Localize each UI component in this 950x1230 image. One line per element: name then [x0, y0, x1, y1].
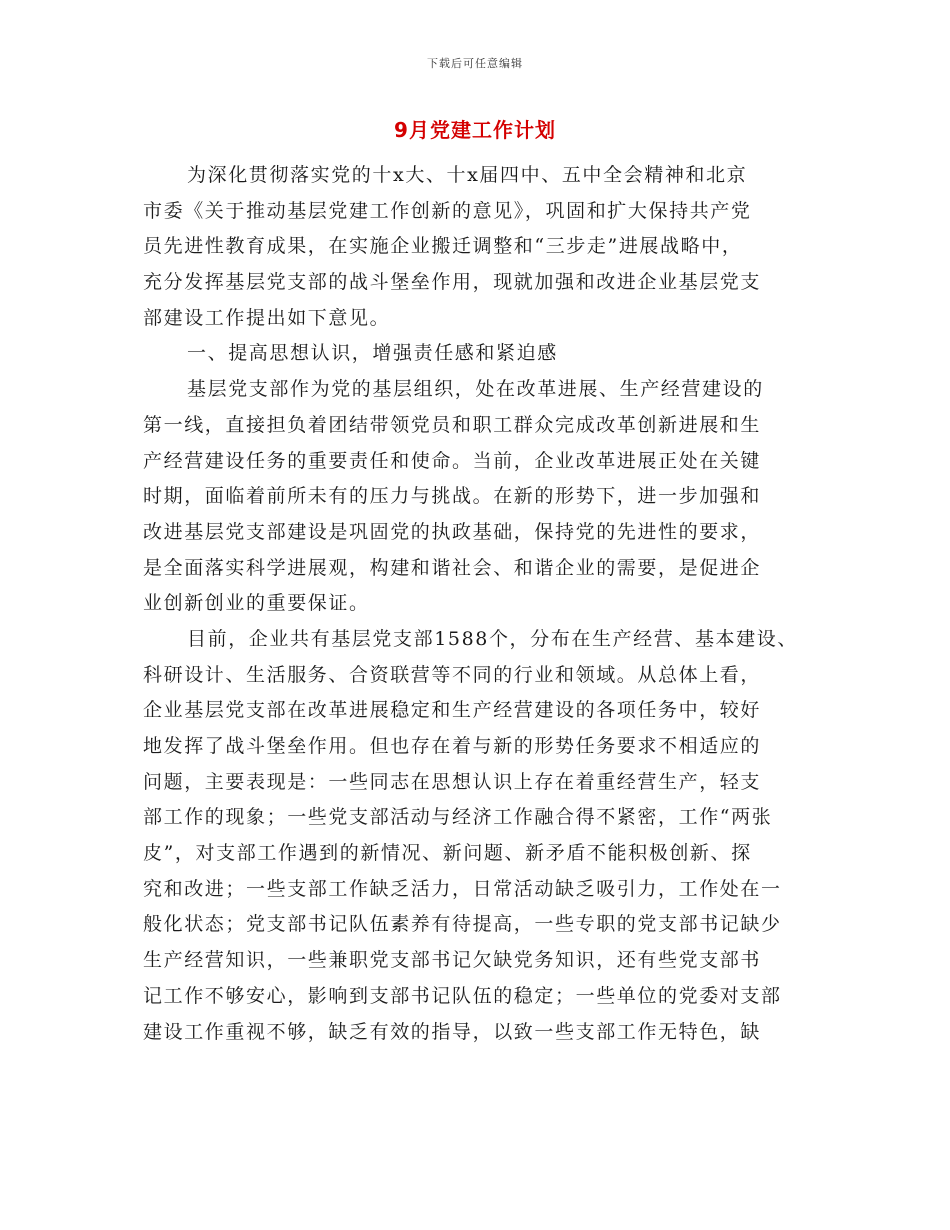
paragraph-line: 业创新创业的重要保证。 — [143, 592, 370, 615]
paragraph-line: 部建设工作提出如下意见。 — [143, 306, 391, 329]
document-title: 9月党建工作计划 — [394, 118, 556, 142]
header-note: 下载后可任意编辑 — [427, 57, 523, 70]
paragraph-line: 员先进性教育成果，在实施企业搬迁调整和“三步走”进展战略中， — [143, 235, 743, 258]
paragraph-first-line: 一、提高思想认识，增强责任感和紧迫感 — [187, 342, 558, 365]
paragraph-line: 企业基层党支部在改革进展稳定和生产经营建设的各项任务中，较好 — [143, 699, 762, 722]
paragraph-line: 改进基层党支部建设是巩固党的执政基础，保持党的先进性的要求， — [143, 520, 762, 543]
paragraph-first-line: 为深化贯彻落实党的十x大、十x届四中、五中全会精神和北京 — [187, 164, 748, 186]
paragraph-line: 般化状态；党支部书记队伍素养有待提高，一些专职的党支部书记缺少 — [143, 913, 782, 936]
paragraph-line: 生产经营知识，一些兼职党支部书记欠缺党务知识，还有些党支部书 — [143, 949, 762, 972]
paragraph-line: 科研设计、生活服务、合资联营等不同的行业和领域。从总体上看， — [143, 663, 762, 686]
paragraph-first-line: 目前，企业共有基层党支部1588个，分布在生产经营、基本建设、 — [187, 627, 798, 650]
paragraph-first-line: 基层党支部作为党的基层组织，处在改革进展、生产经营建设的 — [187, 378, 764, 401]
paragraph-line: 充分发挥基层党支部的战斗堡垒作用，现就加强和改进企业基层党支 — [143, 271, 762, 294]
paragraph-line: 记工作不够安心，影响到支部书记队伍的稳定；一些单位的党委对支部 — [143, 984, 782, 1007]
paragraph-line: 时期，面临着前所未有的压力与挑战。在新的形势下，进一步加强和 — [143, 485, 762, 508]
paragraph-line: 是全面落实科学进展观，构建和谐社会、和谐企业的需要，是促进企 — [143, 556, 762, 579]
paragraph-line: 市委《关于推动基层党建工作创新的意见》，巩固和扩大保持共产党 — [143, 199, 752, 222]
paragraph-line: 部工作的现象；一些党支部活动与经济工作融合得不紧密，工作“两张 — [143, 806, 773, 829]
paragraph-line: 问题，主要表现是：一些同志在思想认识上存在着重经营生产，轻支 — [143, 770, 762, 793]
paragraph-line: 皮”，对支部工作遇到的新情况、新问题、新矛盾不能积极创新、探 — [143, 842, 752, 865]
document-body — [143, 158, 833, 1050]
paragraph-line: 地发挥了战斗堡垒作用。但也存在着与新的形势任务要求不相适应的 — [143, 735, 762, 757]
paragraph-line: 建设工作重视不够，缺乏有效的指导，以致一些支部工作无特色，缺 — [143, 1020, 762, 1043]
paragraph-line: 究和改进；一些支部工作缺乏活力，日常活动缺乏吸引力，工作处在一 — [143, 877, 782, 900]
paragraph-line: 产经营建设任务的重要责任和使命。当前，企业改革进展正处在关键 — [143, 449, 762, 472]
paragraph-line: 第一线，直接担负着团结带领党员和职工群众完成改革创新进展和生 — [143, 413, 762, 436]
